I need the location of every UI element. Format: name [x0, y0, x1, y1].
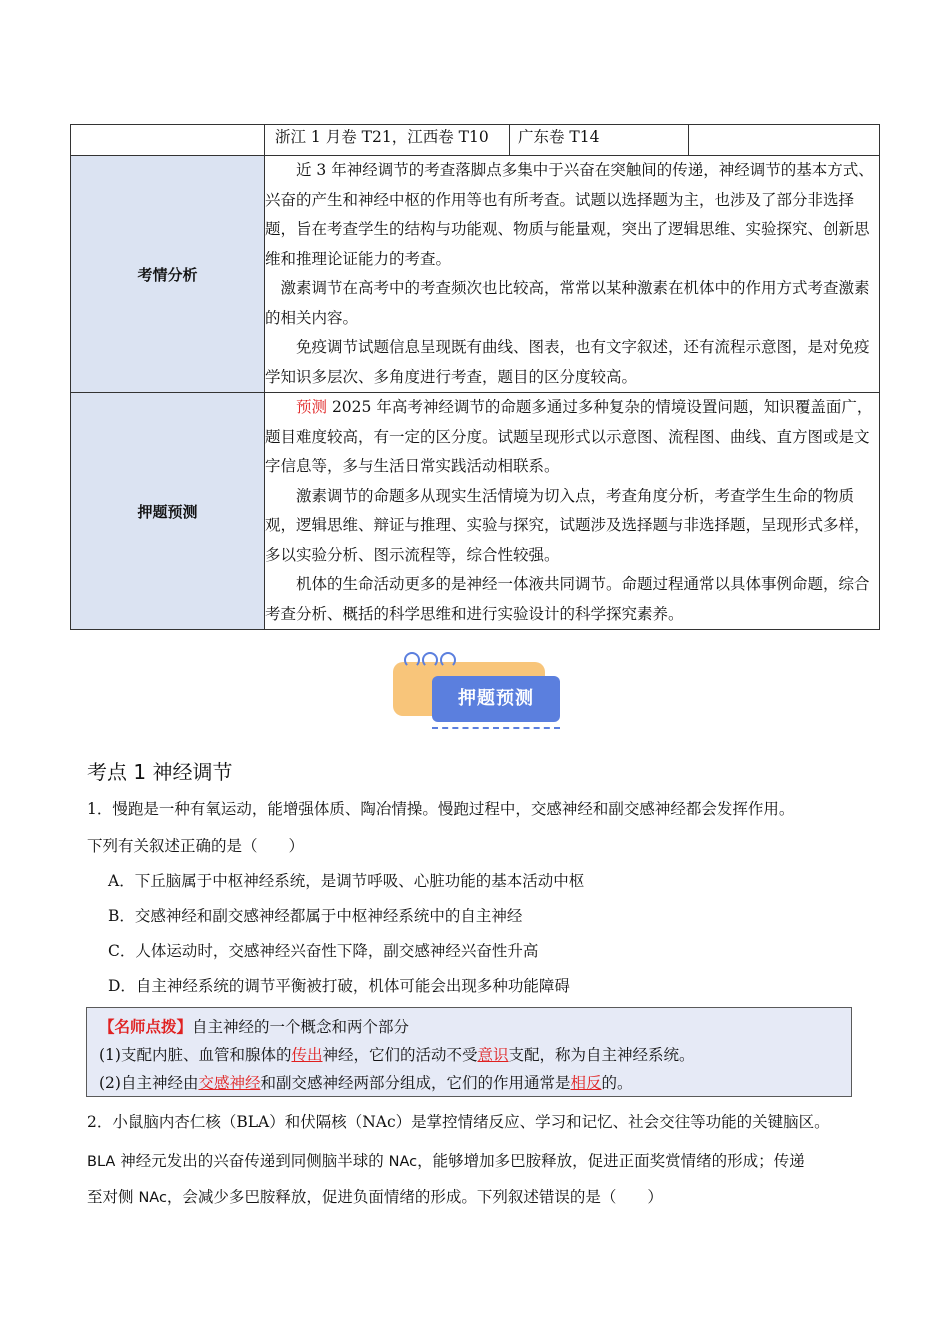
ring-icon [422, 652, 438, 668]
tip-line-2 [99, 1069, 851, 1097]
prediction-paragraph-2: 激素调节的命题多从现实生活情境为切入点，考查角度分析，考查学生生命的物质观，逻辑思维、辩证与推理、实验与探究，试题涉及选择题与非选择题，呈现形式多样，多以实验分析、图示流程等，综合性较强。 [265, 486, 870, 564]
table-row [71, 125, 880, 156]
prediction-paragraph-1-text: 2025 年高考神经调节的命题多通过多种复杂的情境设置问题，知识覆盖面广，题目难度较高，有一定的区分度。试题呈现形式以示意图、流程图、曲线、直方图或是文字信息等，多与生活日常实践活动相联系。 [265, 398, 873, 475]
tip-text: (1)支配内脏、血管和腺体的 [99, 1046, 292, 1064]
q2-text: ，能够增加多巴胺释放，促进正面奖赏情绪的形成；传递 [417, 1152, 805, 1170]
abbr-nac: NAc [138, 1190, 167, 1206]
q2-text: 神经元发出的兴奋传递到同侧脑半球的 [115, 1152, 389, 1170]
prediction-paragraph-3: 机体的生命活动更多的是神经一体液共同调节。命题过程通常以具体事例命题，综合考查分析、概括的科学思维和进行实验设计的科学探究素养。 [265, 575, 870, 623]
tip-title: 【名师点拨】 [99, 1017, 193, 1036]
ring-icon [404, 652, 420, 668]
abbr-bla: BLA [87, 1154, 116, 1170]
tip-text: (2)自主神经由 [99, 1074, 199, 1092]
question-1-option-c: C．人体运动时，交感神经兴奋性下降，副交感神经兴奋性升高 [108, 942, 539, 960]
q2-text: ，会减少多巴胺释放，促进负面情绪的形成。下列叙述错误的是（ ） [166, 1188, 663, 1206]
exam-analysis-table [70, 124, 880, 630]
section-badge [390, 650, 565, 730]
question-1-stem-line-1: 1．慢跑是一种有氧运动，能增强体质、陶冶情操。慢跑过程中，交感神经和副交感神经都会发挥作用。 [87, 800, 795, 818]
tip-keyword: 传出 [291, 1046, 323, 1064]
tip-line-1 [99, 1041, 851, 1069]
teacher-tip-box [86, 1007, 852, 1097]
prediction-highlight: 预测 [296, 398, 328, 416]
question-1-option-a: A．下丘脑属于中枢神经系统，是调节呼吸、心脏功能的基本活动中枢 [108, 872, 585, 890]
table-row-analysis [71, 156, 880, 393]
table-cell-empty [71, 125, 265, 156]
question-1-option-d: D．自主神经系统的调节平衡被打破，机体可能会出现多种功能障碍 [108, 977, 570, 995]
badge-dashed-line [432, 727, 560, 729]
analysis-body [265, 156, 880, 393]
analysis-paragraph-1: 近 3 年神经调节的考查落脚点多集中于兴奋在突触间的传递，神经调节的基本方式、兴奋的产生和神经中枢的作用等也有所考查。试题以选择题为主，也涉及了部分非选择题，旨在考查学生的结构与功能观、物质与能量观，突出了逻辑思维、实验探究、创新思维和推理论证能力的考查。 [265, 161, 874, 268]
tip-keyword: 意识 [477, 1046, 509, 1064]
question-2-line-3 [87, 1185, 663, 1207]
tip-title-line [99, 1013, 851, 1041]
table-cell-sources-2: 广东卷 T14 [510, 125, 689, 156]
analysis-label: 考情分析 [71, 156, 265, 393]
tip-text: 神经，它们的活动不受 [322, 1046, 478, 1064]
topic-heading: 考点 1 神经调节 [87, 760, 233, 784]
question-2-line-2 [87, 1149, 805, 1171]
analysis-paragraph-3: 免疫调节试题信息呈现既有曲线、图表，也有文字叙述，还有流程示意图，是对免疫学知识多层次、多角度进行考查，题目的区分度较高。 [265, 338, 870, 386]
tip-text: 支配，称为自主神经系统。 [508, 1046, 695, 1064]
prediction-paragraph-1 [265, 393, 879, 482]
tip-subtitle: 自主神经的一个概念和两个部分 [192, 1018, 410, 1036]
tip-keyword: 交感神经 [198, 1074, 261, 1092]
table-cell-empty-2 [689, 125, 880, 156]
abbr-nac: NAc [388, 1154, 418, 1170]
question-1-option-b: B．交感神经和副交感神经都属于中枢神经系统中的自主神经 [108, 907, 523, 925]
question-1-stem-line-2: 下列有关叙述正确的是（ ） [87, 837, 305, 855]
ring-icon [440, 652, 456, 668]
prediction-body [265, 393, 880, 630]
question-2-line-1: 2．小鼠脑内杏仁核（BLA）和伏隔核（NAc）是掌控情绪反应、学习和记忆、社会交往等功能的关键脑区。 [87, 1113, 830, 1131]
q2-text: 至对侧 [87, 1188, 139, 1206]
table-row-prediction [71, 393, 880, 630]
prediction-label: 押题预测 [71, 393, 265, 630]
tip-text: 和副交感神经两部分组成，它们的作用通常是 [260, 1074, 571, 1092]
tip-keyword: 相反 [570, 1074, 602, 1092]
badge-label: 押题预测 [432, 676, 560, 722]
analysis-paragraph-2: 激素调节在高考中的考查频次也比较高，常常以某种激素在机体中的作用方式考查激素的相关内容。 [265, 279, 870, 327]
table-cell-sources: 浙江 1 月卷 T21，江西卷 T10 [265, 125, 510, 156]
tip-text: 的。 [601, 1074, 633, 1092]
